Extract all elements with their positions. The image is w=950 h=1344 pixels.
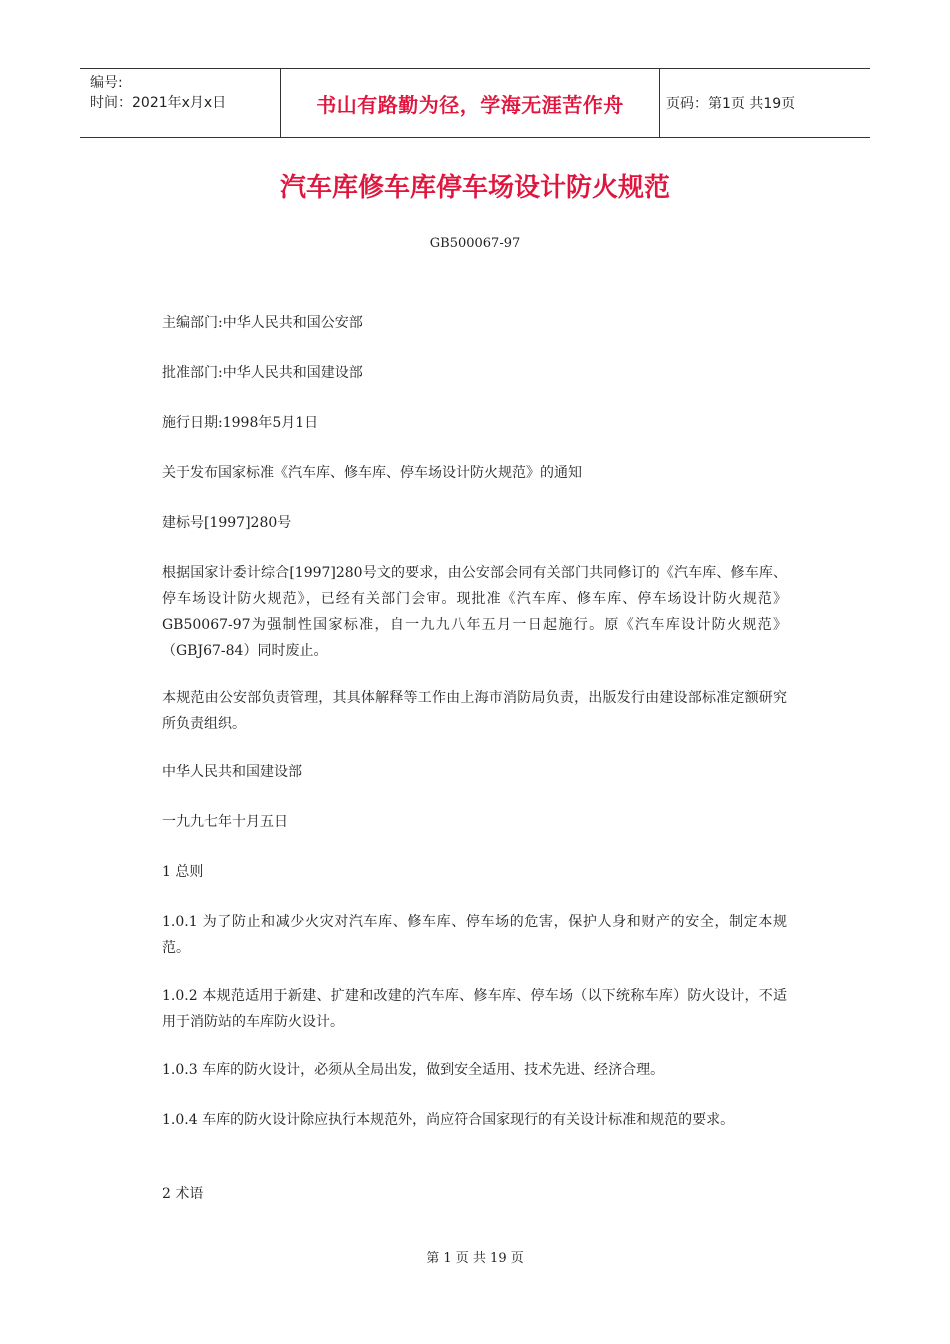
document-body bbox=[162, 310, 787, 1207]
paragraph: 1.0.1 为了防止和减少火灾对汽车库、修车库、停车场的危害，保护人身和财产的安全，制定本规范。 bbox=[162, 914, 787, 956]
header-page-number: 页码：第1页 共19页 bbox=[666, 96, 796, 112]
section-heading: 2 术语 bbox=[162, 1186, 204, 1202]
section-heading: 1 总则 bbox=[162, 864, 204, 880]
page-footer: 第 1 页 共 19 页 bbox=[426, 1251, 524, 1266]
header-motto: 书山有路勤为径，学海无涯苦作舟 bbox=[316, 92, 624, 117]
paragraph: 关于发布国家标准《汽车库、修车库、停车场设计防火规范》的通知 bbox=[162, 465, 582, 481]
paragraph: 中华人民共和国建设部 bbox=[162, 764, 302, 780]
paragraph: 施行日期:1998年5月1日 bbox=[162, 415, 319, 431]
document-number-label: 编号: bbox=[90, 75, 123, 91]
paragraph: 1.0.2 本规范适用于新建、扩建和改建的汽车库、修车库、停车场（以下统称车库）防火设计，不适用于消防站的车库防火设计。 bbox=[162, 988, 787, 1030]
header-motto-cell bbox=[281, 69, 660, 137]
paragraph: 一九九七年十月五日 bbox=[162, 814, 288, 830]
document-title: 汽车库修车库停车场设计防火规范 bbox=[279, 173, 670, 203]
paragraph: 批准部门:中华人民共和国建设部 bbox=[162, 365, 363, 381]
paragraph: 1.0.4 车库的防火设计除应执行本规范外，尚应符合国家现行的有关设计标准和规范的要求。 bbox=[162, 1112, 735, 1128]
paragraph: 主编部门:中华人民共和国公安部 bbox=[162, 315, 363, 331]
paragraph: 本规范由公安部负责管理，其具体解释等工作由上海市消防局负责，出版发行由建设部标准定额研究所负责组织。 bbox=[162, 690, 787, 732]
paragraph: 建标号[1997]280号 bbox=[162, 515, 292, 531]
header-page-cell bbox=[660, 69, 870, 137]
header-info-cell bbox=[80, 69, 281, 137]
document-time-label: 时间：2021年x月x日 bbox=[90, 95, 227, 111]
paragraph: 1.0.3 车库的防火设计，必须从全局出发，做到安全适用、技术先进、经济合理。 bbox=[162, 1062, 665, 1078]
standard-code: GB500067-97 bbox=[429, 236, 521, 251]
paragraph: 根据国家计委计综合[1997]280号文的要求，由公安部会同有关部门共同修订的《汽车库、修车库、停车场设计防火规范》，已经有关部门会审。现批准《汽车库、修车库、停车场设计防火规范》GB50067-97为强制性国家标准，自一九九八年五月一日起施行。原《汽车库设计防火规范》（GBJ67-84）同时废止。 bbox=[162, 565, 787, 659]
page-header bbox=[80, 68, 870, 138]
